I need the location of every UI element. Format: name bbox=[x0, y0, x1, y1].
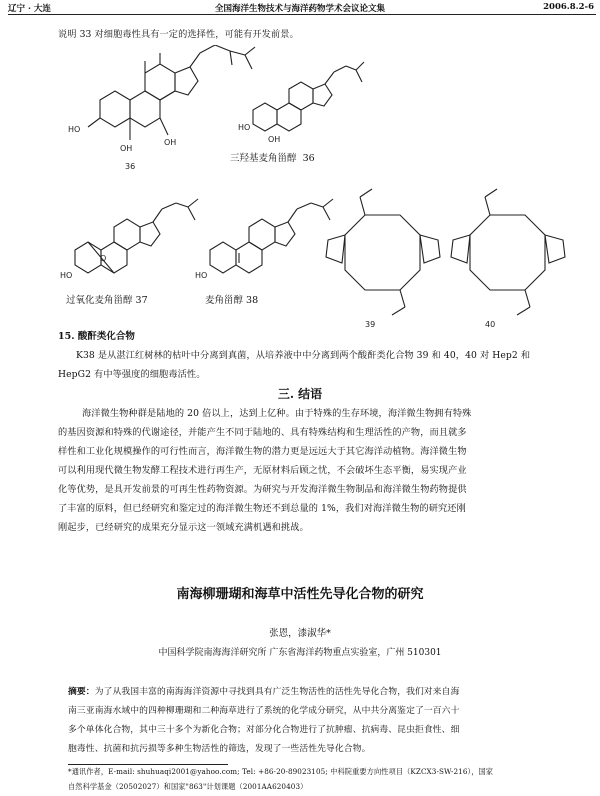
c36-oh2-label: OH bbox=[164, 138, 177, 147]
structure-trihydroxy-ergosterol bbox=[238, 60, 368, 160]
conclusion-line: 可以利用现代微生物发酵工程技术进行再生产，无原材料后顾之忧，不会破坏生态平衡，易实现产业 bbox=[58, 465, 467, 476]
svg-text:OH: OH bbox=[268, 135, 281, 144]
header-location: 辽宁 · 大连 bbox=[8, 4, 51, 14]
abstract-line bbox=[68, 683, 459, 702]
paper2-title: 南海柳珊瑚和海草中活性先导化合物的研究 bbox=[176, 587, 424, 602]
trihydroxy-ergosterol-caption bbox=[230, 150, 315, 164]
c37-o-label: O bbox=[100, 254, 107, 263]
trihydroxy-ergosterol-name: 三羟基麦角甾醇 bbox=[230, 153, 297, 164]
abstract-text: 为了从我国丰富的南海海洋资源中寻找到具有广泛生物活性的活性先导化合物，我们对来自海 bbox=[94, 687, 460, 697]
conclusion-line: 了丰富的原料，但已经研究和鉴定过的海洋微生物还不到总量的 1%，我们对海洋微生物的研究还刚 bbox=[58, 503, 466, 514]
abstract-line: 多个单体化合物，其中三十多个为新化合物；对部分化合物进行了抗肿瘤、抗病毒、昆虫拒食性、细 bbox=[68, 725, 460, 735]
conclusion-heading: 三. 结语 bbox=[277, 387, 323, 401]
abstract-label: 摘要： bbox=[68, 687, 95, 697]
running-header bbox=[0, 0, 600, 14]
structure-40 bbox=[445, 185, 575, 330]
c38-ho-label: HO bbox=[195, 271, 208, 280]
c36-number: 36 bbox=[125, 162, 136, 171]
c37-ho-label: HO bbox=[60, 271, 73, 280]
intro-line: 说明 33 对细胞毒性具有一定的选择性，可能有开发前景。 bbox=[58, 29, 299, 40]
c39-number: 39 bbox=[365, 320, 376, 329]
svg-text:HO: HO bbox=[238, 123, 251, 132]
header-rule bbox=[8, 14, 596, 15]
conclusion-line: 的基因资源和特殊的代谢途径，并能产生不同于陆地的、具有特殊结构和生理活性的产物，而且就多 bbox=[58, 427, 467, 438]
conclusion-line: 海洋微生物种群是陆地的 20 倍以上，达到上亿种。由于特殊的生存环境，海洋微生物拥有特殊 bbox=[82, 408, 472, 419]
footnote-line: 自然科学基金（20502027）和国家"863"计划课题（2001AA620403） bbox=[68, 782, 308, 791]
c40-number: 40 bbox=[485, 320, 496, 329]
structure-39 bbox=[320, 185, 450, 330]
conclusion-line: 样性和工业化规模操作的可行性而言，海洋微生物的潜力更是远远大于其它海洋动植物。海洋微生物 bbox=[58, 446, 467, 457]
paper2-affiliation: 中国科学院南海海洋研究所 广东省海洋药物重点实验室，广州 510301 bbox=[158, 648, 442, 658]
trihydroxy-ergosterol-number: 36 bbox=[302, 153, 315, 164]
header-date: 2006.8.2-6 bbox=[543, 2, 594, 12]
c36-ho-label: HO bbox=[68, 125, 81, 134]
structure-37 bbox=[60, 195, 210, 290]
section-15-title: 15. 酸酐类化合物 bbox=[58, 331, 135, 342]
footnote-line: *通讯作者，E-mail: shuhuaqi2001@yahoo.com; Tel: +86-20-89023105; 中科院重要方向性项目（KZCX3-SW-216），国家 bbox=[68, 767, 494, 776]
abstract-line: 南三亚南海水域中的四种柳珊瑚和二种海草进行了系统的化学成分研究，从中共分离鉴定了一百六十 bbox=[68, 706, 460, 716]
c37-caption: 过氧化麦角甾醇 37 bbox=[66, 295, 148, 306]
section-15-paragraph: K38 是从湛江红树林的枯叶中分离到真菌，从培养液中中分离到两个酸酐类化合物 39 和 40，40 对 Hep2 和 HepG2 有中等强度的细胞毒活性。 bbox=[58, 350, 531, 380]
paper2-authors: 张恩，漆淑华* bbox=[269, 628, 331, 639]
conclusion-line: 刚起步，已经研究的成果充分显示这一领域充满机遇和挑战。 bbox=[58, 522, 309, 533]
c36-oh-label: OH bbox=[120, 144, 133, 153]
conclusion-line: 化等优势，是具开发前景的可再生性药物资源。为研究与开发海洋微生物制品和海洋微生物药物提供 bbox=[58, 484, 467, 495]
abstract-line: 胞毒性、抗菌和抗污损等多种生物活性的筛选，发现了一些活性先导化合物。 bbox=[68, 744, 371, 754]
header-proceedings-title: 全国海洋生物技术与海洋药物学术会议论文集 bbox=[214, 4, 385, 14]
c38-caption: 麦角甾醇 38 bbox=[205, 295, 259, 306]
